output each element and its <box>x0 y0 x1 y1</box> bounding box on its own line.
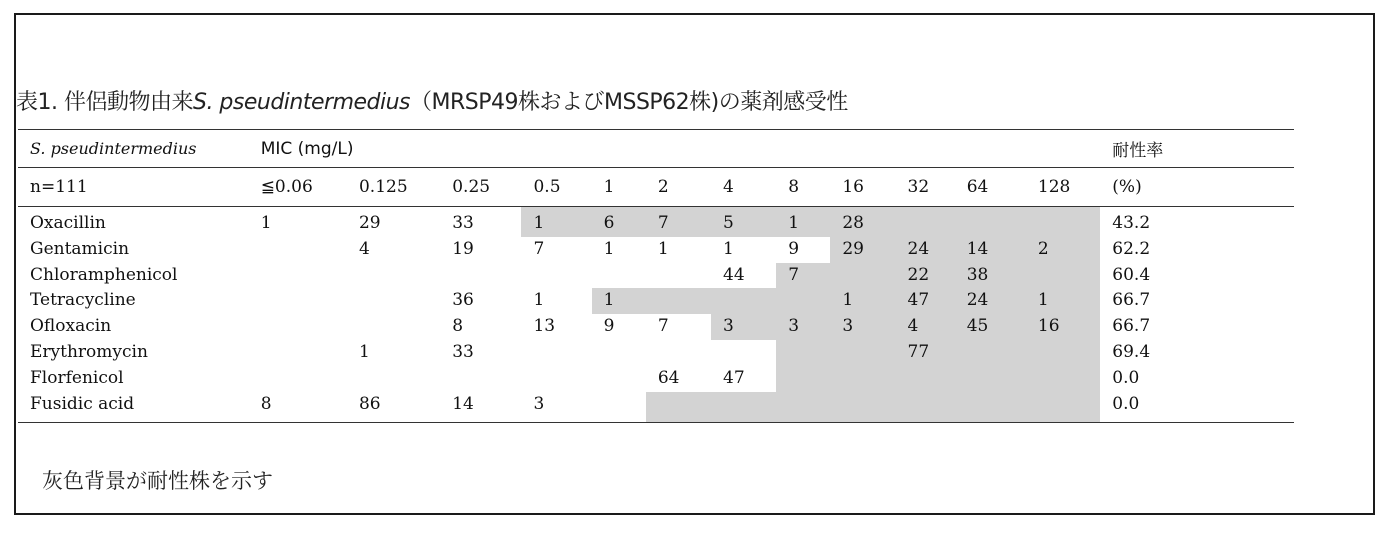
resistance-rate-cell: 43.2 <box>1112 213 1151 233</box>
table-row <box>18 237 1294 263</box>
table-row <box>18 366 1294 392</box>
mic-count-cell <box>1026 263 1100 289</box>
concentration-header: 128 <box>1026 168 1100 207</box>
header-row-2 <box>18 168 1294 207</box>
mic-count-cell: 3 <box>776 314 830 340</box>
mic-count-cell: 29 <box>830 237 895 263</box>
mic-count-cell: 13 <box>533 316 556 337</box>
concentration-header: ≦0.06 <box>249 168 347 207</box>
concentration-header: 16 <box>830 168 895 207</box>
mic-count-cell <box>711 288 776 314</box>
mic-count-cell <box>347 288 440 314</box>
mic-count-cell: 2 <box>1026 237 1100 263</box>
concentration-header: 0.5 <box>521 168 591 207</box>
organism-header: S. pseudintermedius <box>18 130 249 168</box>
mic-count-cell <box>347 263 440 289</box>
caption-organism: S. pseudintermedius <box>192 90 411 115</box>
mic-count-cell: 1 <box>603 238 615 259</box>
mic-count-cell <box>955 340 1026 366</box>
table-row <box>18 314 1294 340</box>
mic-count-cell <box>776 340 830 366</box>
mic-count-cell: 8 <box>249 392 347 423</box>
mic-count-cell <box>776 392 830 423</box>
mic-count-cell: 6 <box>592 207 646 237</box>
mic-count-cell <box>896 366 955 392</box>
mic-count-cell <box>955 207 1026 237</box>
mic-count-cell <box>592 340 646 366</box>
mic-count-cell <box>347 366 440 392</box>
caption-prefix: 表1. 伴侶動物由来 <box>16 90 193 115</box>
concentration-header: 32 <box>896 168 955 207</box>
mic-count-cell: 1 <box>533 290 545 311</box>
drug-name-cell: Oxacillin <box>30 213 106 233</box>
concentration-header: 64 <box>955 168 1026 207</box>
mic-count-cell: 1 <box>592 288 646 314</box>
mic-count-cell: 44 <box>723 264 745 285</box>
table-body <box>18 207 1294 423</box>
resistance-rate-cell: 66.7 <box>1112 316 1151 337</box>
mic-count-cell: 1 <box>358 341 370 362</box>
mic-count-cell: 77 <box>896 340 955 366</box>
drug-name-cell: Tetracycline <box>30 290 136 311</box>
mic-count-cell <box>592 366 646 392</box>
mic-count-cell <box>646 392 711 423</box>
mic-count-cell <box>830 340 895 366</box>
mic-count-cell <box>776 288 830 314</box>
resistance-rate-cell: 60.4 <box>1112 264 1151 285</box>
mic-count-cell <box>1026 207 1100 237</box>
mic-count-cell: 7 <box>646 207 711 237</box>
table-row <box>18 263 1294 289</box>
mic-count-cell <box>1026 366 1100 392</box>
drug-name-cell: Chloramphenicol <box>30 264 178 285</box>
mic-count-cell <box>955 392 1026 423</box>
mic-count-cell: 19 <box>452 238 474 259</box>
resistance-rate-cell: 62.2 <box>1112 238 1151 259</box>
mic-count-cell: 1 <box>657 238 669 259</box>
concentration-header: 1 <box>592 168 646 207</box>
resistance-rate-header: 耐性率 <box>1100 130 1294 168</box>
mic-count-cell <box>249 366 347 392</box>
concentration-header: 4 <box>711 168 776 207</box>
mic-count-cell: 33 <box>452 341 474 362</box>
mic-count-cell <box>646 288 711 314</box>
drug-name-cell: Gentamicin <box>30 238 130 259</box>
mic-count-cell <box>711 340 776 366</box>
mic-count-cell <box>776 366 830 392</box>
footnote: 灰色背景が耐性株を示す <box>42 469 273 493</box>
concentration-header: 0.125 <box>347 168 440 207</box>
mic-count-cell: 86 <box>347 392 440 423</box>
mic-count-cell <box>955 366 1026 392</box>
mic-count-cell: 29 <box>358 213 381 233</box>
mic-count-cell: 24 <box>896 237 955 263</box>
mic-count-cell <box>830 263 895 289</box>
resistance-rate-cell: 0.0 <box>1100 392 1294 423</box>
mic-count-cell: 47 <box>723 367 745 388</box>
drug-name-cell: Fusidic acid <box>18 392 249 423</box>
mic-count-cell: 3 <box>521 392 591 423</box>
mic-count-cell <box>646 340 711 366</box>
drug-name-cell: Florfenicol <box>30 367 124 388</box>
mic-count-cell: 9 <box>788 238 800 259</box>
mic-count-cell: 1 <box>830 288 895 314</box>
mic-count-cell: 14 <box>440 392 521 423</box>
resistance-rate-cell: 66.7 <box>1112 290 1151 311</box>
mic-count-cell: 38 <box>955 263 1026 289</box>
mic-header: MIC (mg/L) <box>249 130 1101 168</box>
mic-count-cell <box>249 237 347 263</box>
mic-count-cell <box>1026 392 1100 423</box>
mic-count-cell <box>249 263 347 289</box>
mic-count-cell: 4 <box>896 314 955 340</box>
mic-count-cell <box>249 340 347 366</box>
resistance-rate-cell: 69.4 <box>1112 341 1151 362</box>
mic-count-cell <box>521 366 591 392</box>
resistance-rate-cell: 0.0 <box>1112 367 1140 388</box>
mic-count-cell: 47 <box>896 288 955 314</box>
table-row <box>18 340 1294 366</box>
drug-name-cell: Ofloxacin <box>30 316 112 337</box>
mic-count-cell: 3 <box>830 314 895 340</box>
mic-count-cell: 36 <box>452 290 474 311</box>
mic-count-cell: 7 <box>657 316 669 337</box>
mic-count-cell <box>896 207 955 237</box>
mic-count-cell <box>521 263 591 289</box>
mic-count-cell: 5 <box>711 207 776 237</box>
mic-count-cell: 1 <box>776 207 830 237</box>
mic-count-cell <box>711 392 776 423</box>
mic-count-cell: 64 <box>657 367 680 388</box>
table-caption <box>16 85 848 116</box>
mic-count-cell: 28 <box>830 207 895 237</box>
mic-count-cell <box>830 366 895 392</box>
mic-count-cell <box>440 263 521 289</box>
mic-count-cell: 7 <box>533 238 545 259</box>
mic-count-cell <box>830 392 895 423</box>
mic-count-cell <box>896 392 955 423</box>
caption-suffix: （MRSP49株およびMSSP62株)の薬剤感受性 <box>410 90 848 115</box>
mic-count-cell: 24 <box>955 288 1026 314</box>
drug-name-cell: Erythromycin <box>30 341 148 362</box>
mic-count-cell: 1 <box>723 238 734 259</box>
concentration-header: 8 <box>776 168 830 207</box>
mic-count-cell: 7 <box>776 263 830 289</box>
mic-count-cell: 1 <box>260 213 272 233</box>
mic-count-cell: 22 <box>896 263 955 289</box>
rate-unit-header: (%) <box>1100 168 1294 207</box>
table-row <box>18 288 1294 314</box>
sample-size-header: n=111 <box>18 168 249 207</box>
mic-count-cell: 45 <box>955 314 1026 340</box>
mic-count-cell <box>249 288 347 314</box>
mic-count-cell: 16 <box>1026 314 1100 340</box>
mic-count-cell <box>440 366 521 392</box>
mic-count-cell: 9 <box>603 316 615 337</box>
mic-count-cell <box>592 392 646 423</box>
mic-count-cell: 8 <box>452 316 464 337</box>
mic-count-cell: 1 <box>521 207 591 237</box>
mic-table <box>18 129 1294 423</box>
mic-count-cell: 1 <box>1026 288 1100 314</box>
mic-count-cell: 4 <box>358 238 370 259</box>
mic-count-cell <box>1026 340 1100 366</box>
mic-count-cell <box>521 340 591 366</box>
concentration-header: 0.25 <box>440 168 521 207</box>
header-row-1 <box>18 130 1294 168</box>
table-row <box>18 207 1294 237</box>
mic-count-cell: 3 <box>711 314 776 340</box>
mic-count-cell <box>249 314 347 340</box>
mic-count-cell <box>646 263 711 289</box>
table-row <box>18 392 1294 423</box>
concentration-header: 2 <box>646 168 711 207</box>
mic-count-cell <box>592 263 646 289</box>
mic-count-cell <box>347 314 440 340</box>
mic-count-cell: 33 <box>452 213 474 233</box>
mic-count-cell: 14 <box>955 237 1026 263</box>
